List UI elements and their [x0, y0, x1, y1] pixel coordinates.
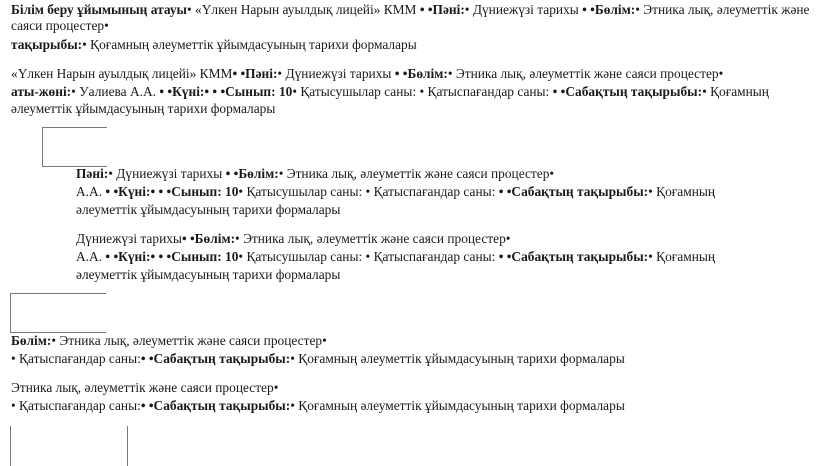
section-value-cont: саяси процестер• [11, 18, 109, 33]
frame-box-3-left [10, 426, 11, 466]
block3-line2 [76, 184, 715, 200]
section-value: • Этника лық, әлеуметтік және саяси процестер• [51, 333, 327, 348]
subject-value: • Дүниежүзі тарихы [277, 66, 392, 81]
block1-line2 [11, 18, 109, 34]
lesson-topic-value: • Қоғамның әлеуметтік ұйымдасуының тарихи формалары [290, 398, 625, 413]
attendance-text: • Қатысушылар саны: • Қатыспағандар саны: [238, 184, 496, 199]
section-label: Бөлім: [11, 333, 52, 348]
teacher-value: А.А. [76, 249, 103, 264]
date-label: • •Күні: [105, 184, 151, 199]
block1-line3 [11, 37, 417, 53]
section-label: • •Бөлім: [394, 66, 448, 81]
subject-value: • Дүниежүзі тарихы [108, 166, 223, 181]
block3-line1 [76, 166, 554, 182]
section-label: • •Бөлім: [181, 231, 236, 246]
lesson-topic-label: • •Сабақтың тақырыбы: [140, 351, 291, 366]
frame-box-2-top [10, 293, 106, 294]
block2-line1 [11, 66, 723, 82]
org-value: «Үлкен Нарын ауылдық лицейі» КММ [11, 66, 233, 81]
section-value: Этника лық, әлеуметтік және саяси процестер• [11, 380, 279, 395]
lesson-topic-cont: әлеуметтік ұйымдасуының тарихи формалары [11, 101, 276, 116]
section-label: • •Бөлім: [582, 2, 636, 17]
frame-box-1 [42, 127, 107, 167]
frame-box-2-left [10, 293, 11, 333]
lesson-topic-label: • •Сабақтың тақырыбы: [498, 249, 649, 264]
subject-label: Пәні: [76, 166, 109, 181]
lesson-topic-label: • •Сабақтың тақырыбы: [498, 184, 649, 199]
class-label: • • •Сынып: 10 [204, 84, 293, 99]
attendance-text: • Қатысушылар саны: • Қатыспағандар саны: [292, 84, 550, 99]
date-label: • •Күні: [159, 84, 205, 99]
lesson-topic-value: • Қоғамның [648, 184, 716, 199]
class-label: • • •Сынып: 10 [150, 249, 239, 264]
section-value: • Этника лық, әлеуметтік және [635, 2, 810, 17]
teacher-label: аты-жөні: [11, 84, 72, 99]
teacher-value: А.А. [76, 184, 103, 199]
lesson-topic-cont: әлеуметтік ұйымдасуының тарихи формалары [76, 267, 341, 282]
block4-line3 [76, 267, 340, 283]
topic-label: тақырыбы: [11, 37, 83, 52]
lesson-topic-label: • •Сабақтың тақырыбы: [552, 84, 703, 99]
subject-label: • •Пәні: [232, 66, 278, 81]
org-name-label: Білім беру ұйымының атауы [11, 2, 187, 17]
lesson-topic-value: • Қоғамның [648, 249, 716, 264]
lesson-topic-cont: әлеуметтік ұйымдасуының тарихи формалары [76, 202, 341, 217]
date-label: • •Күні: [105, 249, 151, 264]
topic-value: • Қоғамның әлеуметтік ұйымдасуының тарихи формалары [82, 37, 417, 52]
org-name-value: • «Үлкен Нарын ауылдық лицейі» КММ [186, 2, 417, 17]
frame-box-3-right [127, 426, 128, 466]
attendance-text: • Қатысушылар саны: • Қатыспағандар саны: [238, 249, 496, 264]
subject-value: Дүниежүзі тарихы [76, 231, 182, 246]
lesson-topic-value: • Қоғамның әлеуметтік ұйымдасуының тарихи формалары [290, 351, 625, 366]
block4-line1 [76, 231, 510, 247]
block3-line3 [76, 202, 340, 218]
subject-value: • Дүниежүзі тарихы [464, 2, 579, 17]
block4-line2 [76, 249, 715, 265]
teacher-value: • Уалиева А.А. [71, 84, 156, 99]
section-value: • Этника лық, әлеуметтік және саяси процестер• [235, 231, 511, 246]
block5-line2 [11, 351, 625, 367]
block1-line1 [11, 2, 810, 18]
section-label: • •Бөлім: [225, 166, 279, 181]
section-value: • Этника лық, әлеуметтік және саяси процестер• [447, 66, 724, 81]
block6-line2 [11, 398, 625, 414]
subject-label: • •Пәні: [419, 2, 465, 17]
lesson-topic-label: • •Сабақтың тақырыбы: [140, 398, 291, 413]
block2-line3 [11, 101, 275, 117]
absent-label: • Қатыспағандар саны: [11, 398, 141, 413]
block6-line1 [11, 380, 278, 396]
section-value: • Этника лық, әлеуметтік және саяси процестер• [278, 166, 555, 181]
absent-label: • Қатыспағандар саны: [11, 351, 141, 366]
block2-line2 [11, 84, 769, 100]
lesson-topic-value: • Қоғамның [702, 84, 769, 99]
class-label: • • •Сынып: 10 [150, 184, 239, 199]
block5-line1 [11, 333, 327, 349]
